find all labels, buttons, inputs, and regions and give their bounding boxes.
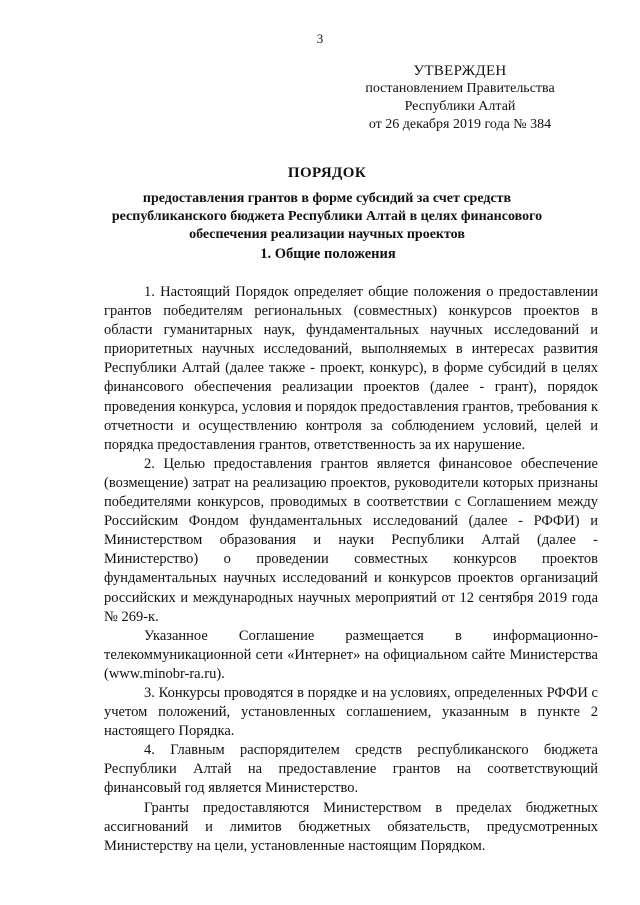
paragraph-5: 4. Главным распорядителем средств республиканского бюджета Республики Алтай на предоставление грантов на соответствующий финансовый год является Министерство. <box>104 742 598 797</box>
approval-line-1: постановлением Правительства <box>365 81 555 96</box>
subtitle-line-3: обеспечения реализации научных проектов <box>189 227 465 242</box>
document-title <box>90 164 564 244</box>
approval-line-3: от 26 декабря 2019 года № 384 <box>368 117 552 132</box>
paragraph-2: 2. Целью предоставления грантов является финансовое обеспечение (возмещение) затрат на реализацию проектов, руководители которых признаны победителями конкурсов, проводимых в соответствии с Соглашением между Российским Фондом фундаментальных исследований (далее - РФФИ) и Министерством образования и науки Республики Алтай (далее - Министерство) о проведении совместных конкурсов проектов фундаментальных научных исследований и конкурсов проектов организаций российских и международных научных мероприятий от 12 сентября 2019 года № 269-к. <box>104 455 598 625</box>
paragraph-6: Гранты предоставляются Министерством в пределах бюджетных ассигнований и лимитов бюджетных обязательств, предусмотренных Министерству на цели, установленные настоящим Порядком. <box>104 799 598 854</box>
paragraph-4: 3. Конкурсы проводятся в порядке и на условиях, определенных РФФИ с учетом положений, установленных соглашением, указанным в пункте 2 настоящего Порядка. <box>104 684 598 740</box>
subtitle-line-1: предоставления грантов в форме субсидий за счет средств <box>142 191 512 206</box>
paragraph-1: 1. Настоящий Порядок определяет общие положения о предоставлении грантов победителям региональных (совместных) конкурсов проектов в области гуманитарных наук, фундаментальных научных исследований и приоритетных научных исследований, выполняемых в интересах развития Республики Алтай (далее также - проект, конкурс), в форме субсидий в целях финансового обеспечения реализации проектов (далее - грант), порядок проведения конкурса, условия и порядок предоставления грантов, требования к отчетности и осуществлению контроля за соблюдением условий, целей и порядка предоставления грантов, ответственность за их нарушение. <box>104 284 598 453</box>
approved-label: УТВЕРЖДЕН <box>413 63 507 79</box>
approval-stamp <box>330 62 590 134</box>
section-heading: 1. Общие положения <box>260 246 396 262</box>
paragraph-3: Указанное Соглашение размещается в информационно-телекоммуникационной сети «Интернет» на официальном сайте Министерства (www.minobr-ra.ru). <box>104 627 598 682</box>
subtitle-line-2: республиканского бюджета Республики Алтай в целях финансового <box>111 209 543 224</box>
body-text <box>104 283 598 856</box>
title-main: ПОРЯДОК <box>287 165 367 181</box>
approval-line-2: Республики Алтай <box>404 99 516 114</box>
page-number: 3 <box>316 31 324 46</box>
